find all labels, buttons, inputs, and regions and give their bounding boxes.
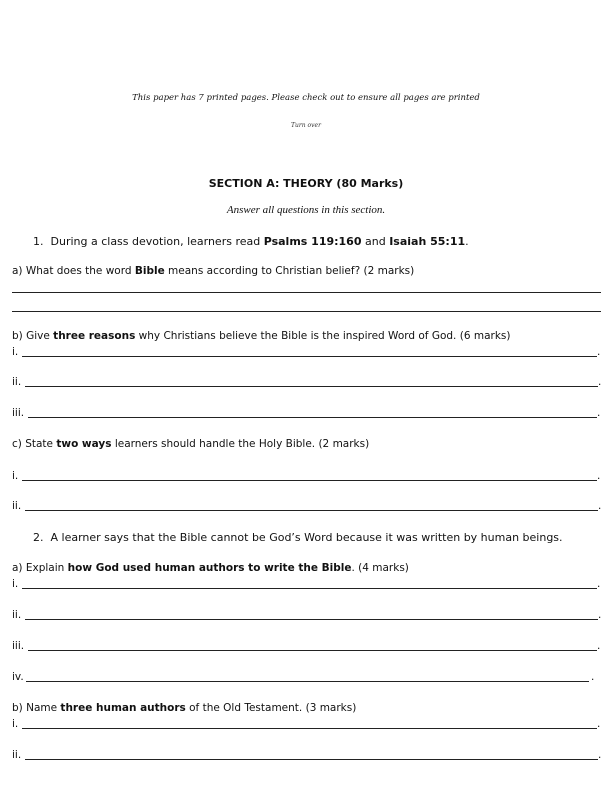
- answer-row-iii[interactable]: [12, 407, 602, 421]
- row-label: iii.: [12, 407, 25, 419]
- row-end-dot: .: [598, 609, 602, 621]
- question-1b: [12, 330, 510, 342]
- row-label: i.: [12, 470, 19, 482]
- prompt-text: . (4 marks): [351, 562, 409, 574]
- question-text: and: [361, 235, 390, 248]
- question-number: 2.: [33, 531, 44, 544]
- prompt-text: b) Give: [12, 330, 54, 342]
- answer-row-i[interactable]: [12, 346, 602, 360]
- scripture-ref: Psalms 119:160: [263, 235, 362, 248]
- row-end-dot: .: [597, 578, 601, 590]
- prompt-text: c) State: [12, 438, 57, 450]
- scripture-ref: Isaiah 55:11: [389, 235, 466, 248]
- row-label: i.: [12, 718, 19, 730]
- answer-row-iii[interactable]: [12, 640, 602, 654]
- row-label: iv.: [12, 671, 24, 683]
- turn-over-note: Turn over: [291, 122, 321, 129]
- prompt-emphasis: how God used human authors to write the Bible: [67, 562, 352, 574]
- answer-line[interactable]: [25, 386, 598, 387]
- row-label: ii.: [12, 609, 22, 621]
- question-1c: [12, 438, 369, 450]
- question-2a: [12, 562, 409, 574]
- row-end-dot: .: [598, 749, 602, 761]
- answer-line[interactable]: [28, 650, 597, 651]
- row-label: i.: [12, 346, 19, 358]
- answer-line[interactable]: [25, 759, 598, 760]
- answer-row-ii[interactable]: [12, 376, 602, 390]
- answer-row-ii[interactable]: [12, 500, 602, 514]
- answer-line[interactable]: [12, 292, 601, 293]
- row-label: ii.: [12, 500, 22, 512]
- row-end-dot: .: [597, 718, 601, 730]
- prompt-text: why Christians believe the Bible is the inspired Word of God. (6 marks): [135, 330, 511, 342]
- answer-line[interactable]: [25, 619, 598, 620]
- row-label: iii.: [12, 640, 25, 652]
- answer-line[interactable]: [25, 510, 598, 511]
- answer-line[interactable]: [22, 356, 597, 357]
- prompt-text: a) Explain: [12, 562, 68, 574]
- answer-line[interactable]: [22, 588, 597, 589]
- row-end-dot: .: [597, 470, 601, 482]
- row-end-dot: .: [598, 376, 602, 388]
- prompt-emphasis: two ways: [56, 438, 112, 450]
- row-end-dot: .: [598, 500, 602, 512]
- answer-row-i[interactable]: [12, 578, 602, 592]
- row-end-dot: .: [597, 640, 601, 652]
- question-1: [33, 235, 469, 248]
- answer-line[interactable]: [12, 311, 601, 312]
- prompt-text: of the Old Testament. (3 marks): [185, 702, 357, 714]
- answer-line[interactable]: [22, 480, 597, 481]
- answer-row-iv[interactable]: [12, 671, 602, 685]
- question-1a: [12, 265, 414, 277]
- answer-row-ii[interactable]: [12, 749, 602, 763]
- answer-row-ii[interactable]: [12, 609, 602, 623]
- answer-line[interactable]: [26, 681, 589, 682]
- answer-line[interactable]: [28, 417, 597, 418]
- question-number: 1.: [33, 235, 44, 248]
- question-text: .: [465, 235, 469, 248]
- answer-row-i[interactable]: [12, 718, 602, 732]
- question-text: During a class devotion, learners read: [50, 235, 264, 248]
- row-end-dot: .: [591, 671, 595, 683]
- prompt-emphasis: three human authors: [60, 702, 186, 714]
- question-2b: [12, 702, 356, 714]
- section-title: SECTION A: THEORY (80 Marks): [208, 177, 404, 190]
- question-text: A learner says that the Bible cannot be God’s Word because it was written by human beings.: [50, 531, 563, 544]
- row-label: ii.: [12, 749, 22, 761]
- pages-note: This paper has 7 printed pages. Please check out to ensure all pages are printed: [132, 93, 480, 103]
- answer-row-i[interactable]: [12, 470, 602, 484]
- row-label: ii.: [12, 376, 22, 388]
- prompt-text: means according to Christian belief? (2 marks): [164, 265, 415, 277]
- prompt-emphasis: three reasons: [53, 330, 136, 342]
- prompt-emphasis: Bible: [134, 265, 165, 277]
- answer-line[interactable]: [22, 728, 597, 729]
- row-label: i.: [12, 578, 19, 590]
- section-instruction: Answer all questions in this section.: [226, 204, 386, 216]
- row-end-dot: .: [597, 346, 601, 358]
- prompt-text: b) Name: [12, 702, 61, 714]
- prompt-text: a) What does the word: [12, 265, 135, 277]
- row-end-dot: .: [597, 407, 601, 419]
- prompt-text: learners should handle the Holy Bible. (2 marks): [111, 438, 370, 450]
- question-2: [33, 531, 563, 544]
